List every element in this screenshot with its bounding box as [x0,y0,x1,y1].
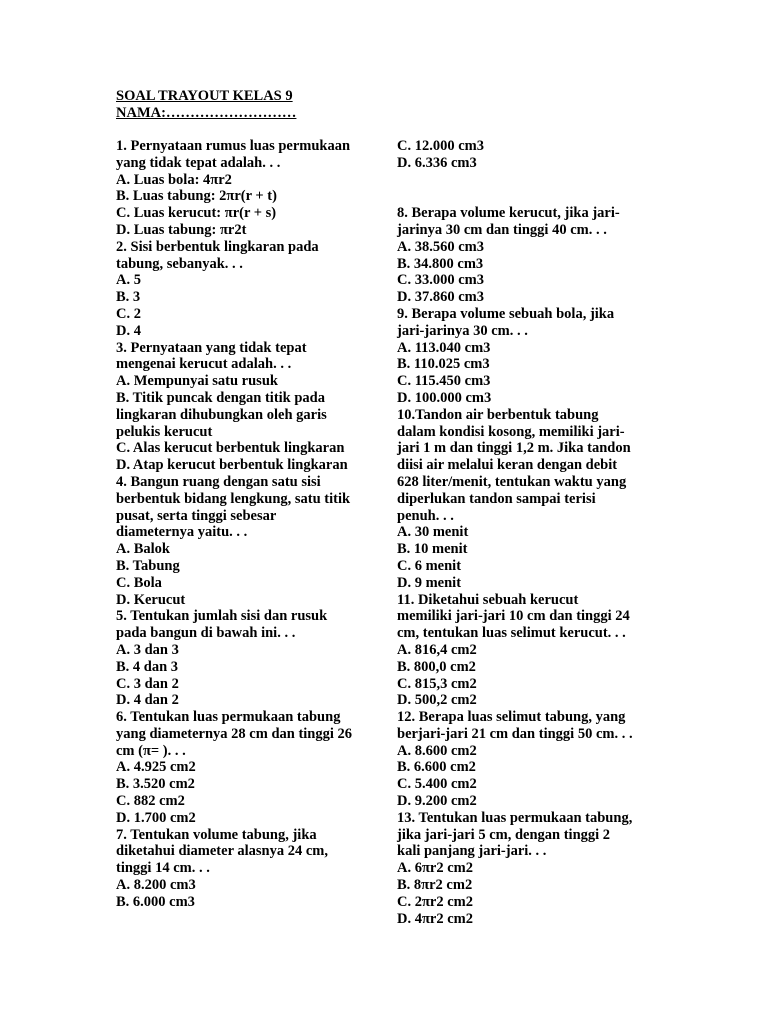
text-line: yang diameternya 28 cm dan tinggi 26 [116,725,353,742]
text-line: C. 3 dan 2 [116,675,179,692]
text-line: D. 37.860 cm3 [397,289,484,306]
text-line: C. 12.000 cm3 [397,138,484,154]
text-line: C. 115.450 cm3 [397,373,491,390]
text-line: B. 10 menit [397,541,468,558]
text-line: A. 38.560 cm3 [397,238,484,255]
document-title: SOAL TRAYOUT KELAS 9 [116,88,293,104]
text-line: diperlukan tandon sampai terisi [397,490,596,507]
text-line: D. 4 [116,322,141,339]
text-line: A. 816,4 cm2 [397,641,477,658]
text-line: tabung, sebanyak. . . [116,255,243,272]
text-line: B. 800,0 cm2 [397,658,476,675]
text-line: kali panjang jari-jari. . . [397,843,547,860]
text-line: B. 6.000 cm3 [116,893,195,910]
text-line: 11. Diketahui sebuah kerucut [397,591,579,608]
spacer [397,188,667,205]
right-column-questions [397,205,667,927]
text-line: D. 6.336 cm3 [397,154,477,171]
text-line: 3. Pernyataan yang tidak tepat [116,339,307,356]
text-line: C. 2πr2 cm2 [397,893,473,910]
text-line: B. 8πr2 cm2 [397,877,473,894]
text-line: 2. Sisi berbentuk lingkaran pada [116,238,319,255]
text-line: A. Mempunyai satu rusuk [116,373,278,390]
text-line: cm, tentukan luas selimut kerucut. . . [397,625,626,642]
name-field-line: NAMA:……………………… [116,105,297,121]
text-line: A. 5 [116,272,141,289]
text-line: A. 8.200 cm3 [116,877,196,894]
text-line: B. 6.600 cm2 [397,759,476,776]
text-line: B. 3 [116,289,141,306]
text-line: pelukis kerucut [116,423,213,440]
text-line: diisi air melalui keran dengan debit [397,457,618,474]
text-line: C. 2 [116,305,141,322]
text-line: D. Kerucut [116,591,186,608]
text-line: A. 3 dan 3 [116,641,179,658]
left-question-column [116,138,386,911]
text-line: 12. Berapa luas selimut tabung, yang [397,709,626,726]
text-line: C. Alas kerucut berbentuk lingkaran [116,440,345,457]
text-line: C. 815,3 cm2 [397,675,477,692]
text-line: B. 34.800 cm3 [397,255,484,272]
text-line: C. Luas kerucut: πr(r + s) [116,205,277,222]
text-line: D. 4πr2 cm2 [397,910,473,927]
text-line: jika jari-jari 5 cm, dengan tinggi 2 [397,826,611,843]
text-line: mengenai kerucut adalah. . . [116,356,292,373]
text-line: berjari-jari 21 cm dan tinggi 50 cm. . . [397,725,633,742]
text-line: D. 100.000 cm3 [397,389,492,406]
text-line: A. 6πr2 cm2 [397,860,473,877]
text-line: diameternya yaitu. . . [116,524,248,541]
text-line: 1. Pernyataan rumus luas permukaan [116,138,351,154]
text-line: berbentuk bidang lengkung, satu titik [116,490,351,507]
text-line: D. 4 dan 2 [116,692,179,709]
text-line: penuh. . . [397,507,454,524]
text-line: D. 9.200 cm2 [397,793,477,810]
text-line: 7. Tentukan volume tabung, jika [116,826,317,843]
spacer [397,172,667,189]
right-question-column [397,138,667,927]
text-line: pusat, serta tinggi sebesar [116,507,277,524]
text-line: C. Bola [116,574,162,591]
text-line: A. 30 menit [397,524,469,541]
text-line: C. 6 menit [397,557,462,574]
text-line: 5. Tentukan jumlah sisi dan rusuk [116,608,328,625]
text-line: D. Luas tabung: πr2t [116,221,247,238]
text-line: 8. Berapa volume kerucut, jika jari- [397,205,620,222]
text-line: yang tidak tepat adalah. . . [116,154,281,171]
text-line: jarinya 30 cm dan tinggi 40 cm. . . [397,221,607,238]
text-line: diketahui diameter alasnya 24 cm, [116,843,328,860]
text-line: D. 9 menit [397,574,462,591]
text-line: 10.Tandon air berbentuk tabung [397,406,599,423]
text-line: memiliki jari-jari 10 cm dan tinggi 24 [397,608,630,625]
text-line: A. Balok [116,541,170,558]
text-line: C. 882 cm2 [116,793,185,810]
text-line: B. 110.025 cm3 [397,356,490,373]
text-line: A. 113.040 cm3 [397,339,491,356]
text-line: B. Luas tabung: 2πr(r + t) [116,188,277,205]
text-line: C. 5.400 cm2 [397,776,477,793]
text-line: B. Tabung [116,557,180,574]
text-line: C. 33.000 cm3 [397,272,484,289]
text-line: D. 500,2 cm2 [397,692,477,709]
text-line: A. Luas bola: 4πr2 [116,171,232,188]
text-line: 13. Tentukan luas permukaan tabung, [397,809,633,826]
text-line: A. 4.925 cm2 [116,759,196,776]
text-line: 9. Berapa volume sebuah bola, jika [397,305,615,322]
text-line: pada bangun di bawah ini. . . [116,625,296,642]
text-line: jari-jarinya 30 cm. . . [397,322,528,339]
text-line: B. Titik puncak dengan titik pada [116,389,325,406]
text-line: tinggi 14 cm. . . [116,860,210,877]
text-line: dalam kondisi kosong, memiliki jari- [397,423,625,440]
text-line: 4. Bangun ruang dengan satu sisi [116,473,321,490]
text-line: B. 4 dan 3 [116,658,179,675]
right-column-continuation [397,138,667,172]
text-line: D. Atap kerucut berbentuk lingkaran [116,457,348,474]
text-line: A. 8.600 cm2 [397,742,477,759]
text-line: 6. Tentukan luas permukaan tabung [116,709,341,726]
text-line: cm (π= ). . . [116,742,186,759]
text-line: 628 liter/menit, tentukan waktu yang [397,473,627,490]
text-line: lingkaran dihubungkan oleh garis [116,406,327,423]
text-line: jari 1 m dan tinggi 1,2 m. Jika tandon [397,440,631,457]
text-line: B. 3.520 cm2 [116,776,195,793]
text-line: D. 1.700 cm2 [116,809,196,826]
document-header [116,88,296,122]
